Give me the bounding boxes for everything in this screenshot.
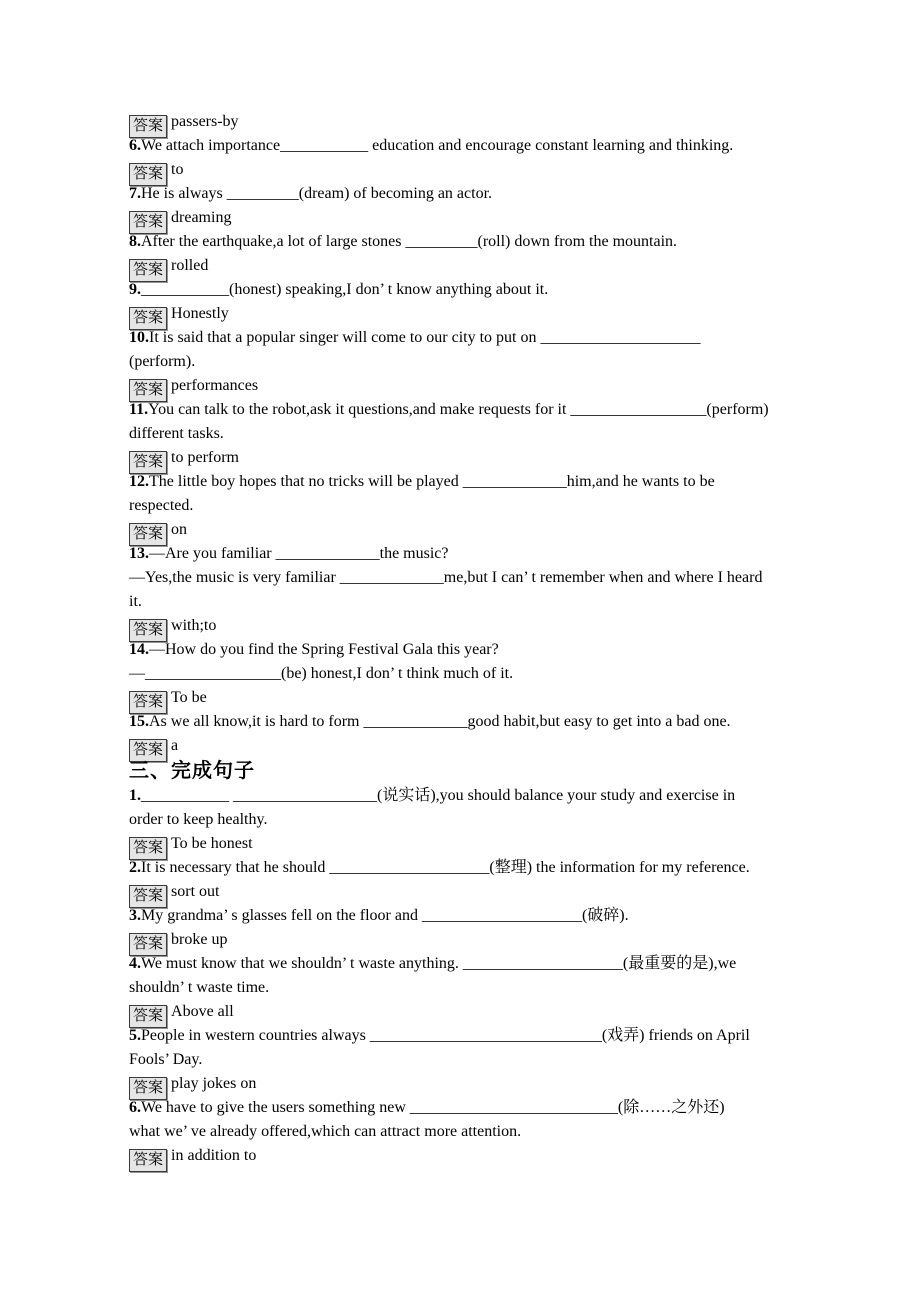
question-number: 8. xyxy=(129,233,141,250)
question-line xyxy=(129,856,829,880)
question-number: 10. xyxy=(129,329,149,346)
answer-row xyxy=(129,1000,829,1024)
question-line xyxy=(129,470,829,494)
question-number: 14. xyxy=(129,641,149,658)
answer-label-box: 答案 xyxy=(129,163,167,186)
answer-label-box: 答案 xyxy=(129,739,167,762)
question-text: People in western countries always _____________________________(戏弄) friends on April xyxy=(141,1027,750,1044)
question-text: As we all know,it is hard to form _____________good habit,but easy to get into a bad one. xyxy=(149,713,731,730)
answer-text: passers-by xyxy=(171,113,239,130)
question-text: My grandma’ s glasses fell on the floor and ____________________(破碎). xyxy=(141,907,629,924)
continuation-text: order to keep healthy. xyxy=(129,811,268,828)
continuation-text: different tasks. xyxy=(129,425,224,442)
answer-label-box: 答案 xyxy=(129,523,167,546)
question-line xyxy=(129,398,829,422)
question-number: 12. xyxy=(129,473,149,490)
answer-text: rolled xyxy=(171,257,209,274)
question-line xyxy=(129,326,829,350)
continuation-line xyxy=(129,976,829,1000)
continuation-text: it. xyxy=(129,593,142,610)
answer-row xyxy=(129,206,829,230)
question-line xyxy=(129,134,829,158)
answer-text: on xyxy=(171,521,188,538)
answer-row xyxy=(129,374,829,398)
continuation-line xyxy=(129,422,829,446)
answer-row xyxy=(129,254,829,278)
answer-text: To be honest xyxy=(171,835,253,852)
continuation-text: what we’ ve already offered,which can attract more attention. xyxy=(129,1123,522,1140)
question-number: 4. xyxy=(129,955,141,972)
question-text: ___________ __________________(说实话),you should balance your study and exercise in xyxy=(141,787,736,804)
question-text: We have to give the users something new __________________________(除……之外还) xyxy=(141,1099,725,1116)
answer-text: dreaming xyxy=(171,209,232,226)
question-number: 13. xyxy=(129,545,149,562)
answer-label-box: 答案 xyxy=(129,211,167,234)
question-number: 3. xyxy=(129,907,141,924)
answer-row xyxy=(129,110,829,134)
question-text: —Are you familiar _____________the music? xyxy=(149,545,449,562)
answer-row xyxy=(129,1144,829,1168)
question-text: The little boy hopes that no tricks will be played _____________him,and he wants to be xyxy=(149,473,715,490)
question-text: After the earthquake,a lot of large stones _________(roll) down from the mountain. xyxy=(141,233,678,250)
question-number: 11. xyxy=(129,401,149,418)
answer-row xyxy=(129,880,829,904)
question-text: ___________(honest) speaking,I don’ t know anything about it. xyxy=(141,281,549,298)
answer-row xyxy=(129,302,829,326)
question-line xyxy=(129,1096,829,1120)
question-text: You can talk to the robot,ask it questions,and make requests for it _________________(perform) xyxy=(148,401,769,418)
answer-label-box: 答案 xyxy=(129,837,167,860)
continuation-line xyxy=(129,662,829,686)
section-heading: 三、完成句子 xyxy=(129,760,255,782)
question-number: 5. xyxy=(129,1027,141,1044)
answer-label-box: 答案 xyxy=(129,691,167,714)
answer-text: to perform xyxy=(171,449,239,466)
question-line xyxy=(129,230,829,254)
answer-row xyxy=(129,1072,829,1096)
answer-text: to xyxy=(171,161,184,178)
continuation-line xyxy=(129,494,829,518)
question-line xyxy=(129,542,829,566)
continuation-text: Fools’ Day. xyxy=(129,1051,203,1068)
answer-row xyxy=(129,614,829,638)
question-number: 15. xyxy=(129,713,149,730)
question-line xyxy=(129,710,829,734)
question-text: We attach importance___________ education and encourage constant learning and thinking. xyxy=(141,137,734,154)
question-number: 7. xyxy=(129,185,141,202)
question-line xyxy=(129,638,829,662)
question-number: 9. xyxy=(129,281,141,298)
answer-label-box: 答案 xyxy=(129,1077,167,1100)
answer-row xyxy=(129,832,829,856)
question-text: —How do you find the Spring Festival Gala this year? xyxy=(149,641,499,658)
question-number: 6. xyxy=(129,137,141,154)
answer-label-box: 答案 xyxy=(129,259,167,282)
question-number: 6. xyxy=(129,1099,141,1116)
answer-label-box: 答案 xyxy=(129,115,167,138)
answer-label-box: 答案 xyxy=(129,1005,167,1028)
answer-row xyxy=(129,686,829,710)
question-text: He is always _________(dream) of becoming an actor. xyxy=(141,185,493,202)
answer-row xyxy=(129,518,829,542)
answer-text: Above all xyxy=(171,1003,234,1020)
continuation-line xyxy=(129,1048,829,1072)
question-line xyxy=(129,952,829,976)
answer-text: To be xyxy=(171,689,207,706)
question-line xyxy=(129,278,829,302)
question-text: It is said that a popular singer will come to our city to put on ____________________ xyxy=(149,329,701,346)
answer-row xyxy=(129,446,829,470)
answer-text: a xyxy=(171,737,179,754)
question-text: We must know that we shouldn’ t waste anything. ____________________(最重要的是),we xyxy=(141,955,737,972)
answer-label-box: 答案 xyxy=(129,619,167,642)
answer-text: in addition to xyxy=(171,1147,257,1164)
answer-text: play jokes on xyxy=(171,1075,257,1092)
answer-label-box: 答案 xyxy=(129,307,167,330)
continuation-text: —_________________(be) honest,I don’ t think much of it. xyxy=(129,665,514,682)
question-number: 2. xyxy=(129,859,141,876)
continuation-line xyxy=(129,350,829,374)
answer-row xyxy=(129,734,829,758)
continuation-line xyxy=(129,808,829,832)
content-area xyxy=(129,110,829,1168)
answer-text: broke up xyxy=(171,931,228,948)
answer-text: performances xyxy=(171,377,259,394)
answer-row xyxy=(129,928,829,952)
answer-label-box: 答案 xyxy=(129,1149,167,1172)
question-line xyxy=(129,784,829,808)
continuation-line xyxy=(129,1120,829,1144)
answer-label-box: 答案 xyxy=(129,933,167,956)
continuation-text: shouldn’ t waste time. xyxy=(129,979,270,996)
question-text: It is necessary that he should ____________________(整理) the information for my reference. xyxy=(141,859,750,876)
answer-label-box: 答案 xyxy=(129,379,167,402)
question-line xyxy=(129,182,829,206)
question-line xyxy=(129,1024,829,1048)
answer-label-box: 答案 xyxy=(129,885,167,908)
answer-label-box: 答案 xyxy=(129,451,167,474)
question-number: 1. xyxy=(129,787,141,804)
answer-text: sort out xyxy=(171,883,220,900)
continuation-text: (perform). xyxy=(129,353,196,370)
answer-text: Honestly xyxy=(171,305,229,322)
question-line xyxy=(129,904,829,928)
continuation-text: —Yes,the music is very familiar _____________me,but I can’ t remember when and where I heard xyxy=(129,569,763,586)
continuation-line xyxy=(129,566,829,590)
continuation-text: respected. xyxy=(129,497,194,514)
answer-text: with;to xyxy=(171,617,217,634)
answer-row xyxy=(129,158,829,182)
continuation-line xyxy=(129,590,829,614)
